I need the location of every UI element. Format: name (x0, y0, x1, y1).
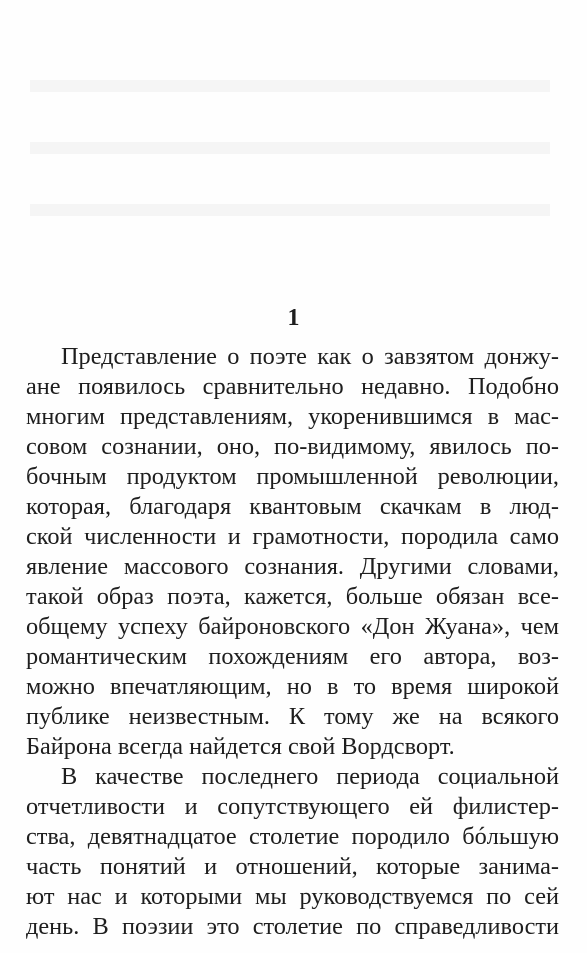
text-line: Представление о поэте как о завзятом донжу- (61, 343, 559, 370)
show-through-text (30, 30, 550, 250)
text-line: многим представлениям, укоренившимся в мас- (26, 403, 559, 430)
body-text (26, 342, 559, 942)
text-line: общему успеху байроновского «Дон Жуана», чем (26, 613, 559, 640)
text-line: совом сознании, оно, по-видимому, явилось по- (26, 433, 559, 460)
paragraph-1 (26, 342, 559, 762)
text-line: Байрона всегда найдется свой Вордсворт. (26, 733, 455, 760)
text-line: можно впечатляющим, но в то время широкой (26, 673, 559, 700)
text-line: романтическим похождениям его автора, воз- (26, 643, 559, 670)
text-line: такой образ поэта, кажется, больше обязан все- (26, 583, 559, 610)
text-line: ане появилось сравнительно недавно. Подобно (26, 373, 559, 400)
text-line: отчетливости и сопутствующего ей филистер- (26, 793, 559, 820)
text-line: В качестве последнего периода социальной (61, 763, 559, 790)
text-line: ют нас и которыми мы руководствуемся по сей (26, 883, 559, 910)
text-line: ства, девятнадцатое столетие породило бóльшую (26, 823, 559, 850)
paragraph-2 (26, 762, 559, 942)
chapter-number: 1 (287, 305, 300, 331)
text-line: публике неизвестным. К тому же на всякого (26, 703, 559, 730)
text-line: бочным продуктом промышленной революции, (26, 463, 559, 490)
text-line: которая, благодаря квантовым скачкам в люд- (26, 493, 559, 520)
text-line: часть понятий и отношений, которые занима- (26, 853, 559, 880)
text-line: ской численности и грамотности, породила само (26, 523, 559, 550)
text-line: день. В поэзии это столетие по справедливости (26, 913, 559, 940)
text-line: явление массового сознания. Другими словами, (26, 553, 559, 580)
